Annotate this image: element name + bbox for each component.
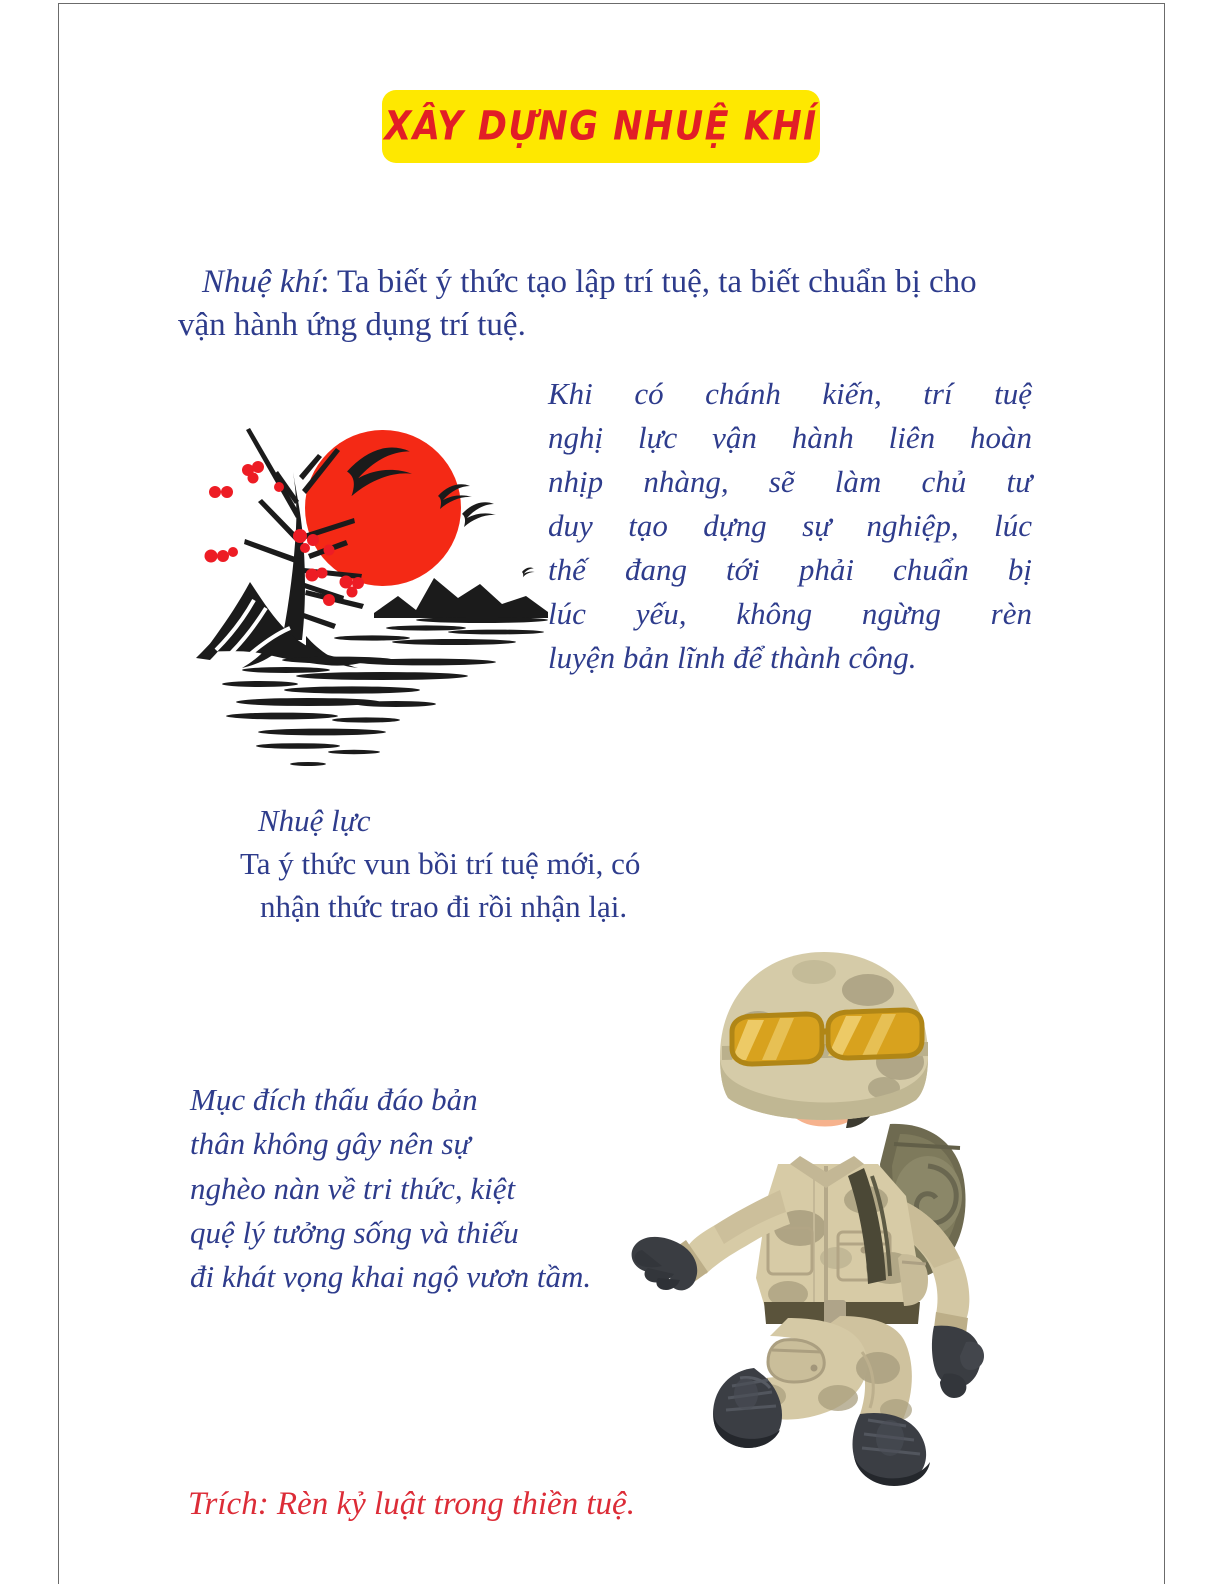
quote-line: nhịp nhàng, sẽ làm chủ tư — [548, 464, 1032, 500]
purpose-line: thân không gây nên sự — [190, 1126, 471, 1162]
quote-line: luyện bản lĩnh để thành công. — [548, 640, 917, 676]
nhue-luc-heading: Nhuệ lực — [258, 803, 371, 838]
purpose-line: đi khát vọng khai ngộ vươn tầm. — [190, 1259, 592, 1295]
title-banner — [382, 90, 820, 163]
purpose-line: quệ lý tưởng sống và thiếu — [190, 1214, 519, 1250]
nhue-luc-line: Ta ý thức vun bồi trí tuệ mới, có — [240, 845, 641, 881]
intro-body: : Ta biết ý thức tạo lập trí tuệ, ta biết chuẩn bị cho vận hành ứng dụng trí tuệ. — [178, 264, 977, 343]
helmet-shape — [720, 952, 928, 1120]
nhue-luc-line: nhận thức trao đi rồi nhận lại. — [260, 888, 628, 924]
purpose-line: Mục đích thấu đáo bản — [190, 1082, 478, 1117]
nhue-luc-block — [240, 800, 800, 928]
quote-line: Khi có chánh kiến, trí tuệ — [548, 376, 1032, 411]
bird-icon — [522, 568, 535, 578]
ink-art-illustration — [186, 368, 566, 788]
quote-line: nghị lực vận hành liên hoàn — [548, 420, 1032, 456]
page-title: XÂY DỰNG NHUỆ KHÍ — [384, 103, 818, 150]
intro-lead-term: Nhuệ khí — [202, 264, 321, 300]
source-credit: Trích: Rèn kỷ luật trong thiền tuệ. — [188, 1486, 635, 1522]
quote-paragraph — [548, 372, 1032, 680]
quote-line: lúc yếu, không ngừng rèn — [548, 596, 1032, 632]
intro-paragraph — [178, 261, 1018, 347]
soldier-illustration — [628, 928, 1028, 1488]
quote-line: thế đang tới phải chuẩn bị — [548, 552, 1032, 588]
purpose-line: nghèo nàn về tri thức, kiệt — [190, 1170, 516, 1206]
bird-icon — [462, 502, 496, 527]
quote-line: duy tạo dựng sự nghiệp, lúc — [548, 508, 1032, 544]
